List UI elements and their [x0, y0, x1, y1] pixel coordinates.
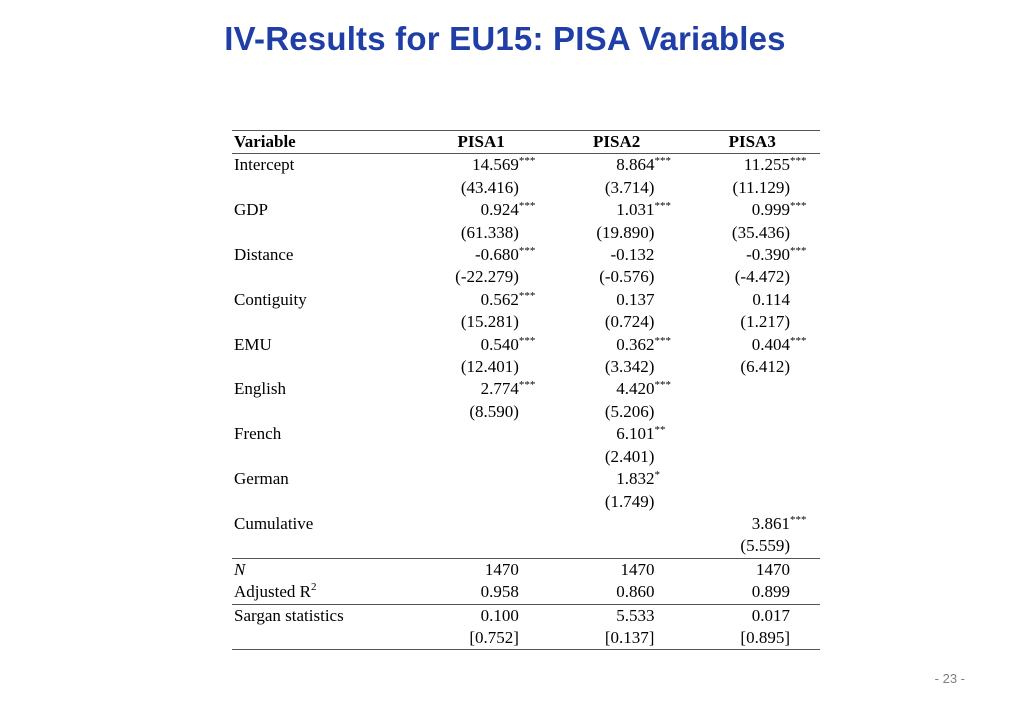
- standard-error-value: (-22.279): [455, 267, 519, 287]
- coefficient-value: 6.101: [616, 424, 655, 444]
- significance-stars: ***: [518, 289, 536, 302]
- variable-label: Intercept: [232, 154, 413, 177]
- standard-error-cell: [413, 446, 549, 468]
- standard-error-value: (5.206): [604, 401, 655, 421]
- sargan-value: 5.533: [549, 604, 685, 627]
- standard-error-value: (2.401): [604, 446, 655, 466]
- standard-error-value: (35.436): [731, 222, 790, 242]
- coefficient-cell: [413, 423, 549, 445]
- coefficient-cell: [684, 199, 820, 221]
- adjusted-r2-row: [232, 581, 820, 604]
- standard-error-value: (0.724): [604, 312, 655, 332]
- coefficient-value: 0.562: [480, 289, 519, 309]
- sargan-pvalue: [0.752]: [413, 627, 549, 650]
- coefficient-cell: [684, 289, 820, 311]
- standard-error-value: (19.890): [596, 222, 655, 242]
- coefficient-value: 3.861: [751, 513, 790, 533]
- coefficient-row: [232, 334, 820, 356]
- coefficient-value: 0.924: [480, 200, 519, 220]
- variable-label: Distance: [234, 245, 294, 265]
- coefficient-value: 0.404: [751, 334, 790, 354]
- significance-stars: ***: [790, 245, 807, 258]
- significance-stars: ***: [654, 379, 671, 392]
- coefficient-value: 0.137: [616, 289, 655, 309]
- coefficient-cell: [413, 468, 549, 490]
- standard-error-row: [232, 311, 820, 333]
- coefficient-cell: [549, 154, 685, 177]
- standard-error-cell: [549, 446, 685, 468]
- standard-error-value: (3.342): [604, 357, 655, 377]
- standard-error-cell: [413, 222, 549, 244]
- coefficient-cell: [413, 378, 549, 400]
- standard-error-cell: [684, 356, 820, 378]
- coefficient-cell: [413, 199, 549, 221]
- standard-error-value: (11.129): [732, 177, 790, 197]
- variable-label: German: [234, 469, 289, 489]
- coefficient-value: 8.864: [616, 155, 655, 175]
- significance-stars: ***: [518, 379, 536, 392]
- table-header-row: [232, 131, 820, 154]
- standard-error-cell: [413, 177, 549, 199]
- coefficient-value: -0.132: [610, 245, 655, 265]
- n-value: 1470: [684, 558, 820, 581]
- coefficients-body: [232, 154, 820, 558]
- standard-error-value: (5.559): [740, 536, 790, 556]
- sargan-label: Sargan statistics: [232, 604, 413, 627]
- variable-label: Contiguity: [234, 289, 307, 309]
- standard-error-value: (61.338): [460, 222, 519, 242]
- coefficient-cell: [684, 423, 820, 445]
- variable-label: English: [234, 379, 286, 399]
- standard-error-cell: [549, 266, 685, 288]
- coefficient-row: [232, 199, 820, 221]
- coefficient-row: [232, 423, 820, 445]
- standard-error-row: [232, 401, 820, 423]
- standard-error-cell: [413, 311, 549, 333]
- coefficient-value: 1.832: [616, 469, 655, 489]
- coefficient-cell: [549, 423, 685, 445]
- variable-label: Cumulative: [234, 513, 314, 533]
- adjusted-r2-value: 0.899: [751, 582, 790, 602]
- blank-label: [232, 535, 413, 558]
- standard-error-cell: [413, 491, 549, 513]
- standard-error-row: [232, 491, 820, 513]
- standard-error-row: [232, 266, 820, 288]
- coefficient-value: 1.031: [616, 200, 655, 220]
- significance-stars: ***: [654, 334, 671, 347]
- standard-error-cell: [684, 535, 820, 558]
- coefficient-value: -0.680: [474, 245, 519, 265]
- blank-label: [232, 222, 413, 244]
- coefficient-cell: [684, 334, 820, 356]
- sargan-value: 0.100: [413, 604, 549, 627]
- header-pisa2: PISA2: [549, 131, 685, 154]
- standard-error-value: (15.281): [460, 312, 519, 332]
- standard-error-cell: [684, 491, 820, 513]
- standard-error-cell: [549, 356, 685, 378]
- blank-label: [232, 177, 413, 199]
- coefficient-value: 11.255: [743, 155, 790, 175]
- regression-results-table: [232, 130, 820, 650]
- significance-stars: ***: [654, 200, 671, 213]
- variable-label: GDP: [234, 200, 269, 220]
- slide-title: IV-Results for EU15: PISA Variables: [224, 20, 786, 57]
- n-row: [232, 558, 820, 581]
- coefficient-value: 0.540: [480, 334, 519, 354]
- coefficient-row: [232, 468, 820, 490]
- sargan-row: [232, 604, 820, 627]
- significance-stars: ***: [790, 334, 807, 347]
- adjusted-r2-value: 0.860: [616, 582, 655, 602]
- coefficient-cell: [549, 199, 685, 221]
- coefficient-cell: [413, 513, 549, 535]
- header-pisa1: PISA1: [413, 131, 549, 154]
- summary-body: [232, 558, 820, 650]
- coefficient-cell: [549, 468, 685, 490]
- significance-stars: *: [654, 469, 660, 482]
- significance-stars: ***: [518, 155, 536, 168]
- significance-stars: ***: [518, 334, 536, 347]
- significance-stars: ***: [790, 513, 807, 526]
- blank-label: [232, 356, 413, 378]
- coefficient-value: -0.390: [746, 245, 790, 265]
- standard-error-cell: [549, 535, 685, 558]
- standard-error-row: [232, 356, 820, 378]
- header-pisa3: PISA3: [684, 131, 820, 154]
- n-value: 1470: [549, 558, 685, 581]
- standard-error-cell: [413, 356, 549, 378]
- standard-error-row: [232, 222, 820, 244]
- significance-stars: ***: [518, 245, 536, 258]
- coefficient-value: 2.774: [480, 379, 519, 399]
- significance-stars: ***: [654, 155, 671, 168]
- standard-error-value: (-4.472): [734, 267, 790, 287]
- significance-stars: ***: [790, 200, 807, 213]
- n-value: 1470: [413, 558, 549, 581]
- coefficient-value: 0.114: [752, 289, 790, 309]
- coefficient-row: [232, 513, 820, 535]
- blank-label: [232, 491, 413, 513]
- standard-error-cell: [549, 401, 685, 423]
- coefficient-row: [232, 244, 820, 266]
- page-number: - 23 -: [934, 671, 965, 686]
- variable-label: French: [234, 424, 282, 444]
- coefficient-value: 14.569: [472, 155, 519, 175]
- standard-error-value: (1.217): [740, 312, 790, 332]
- significance-stars: **: [654, 424, 666, 437]
- coefficient-row: [232, 378, 820, 400]
- coefficient-value: 0.999: [751, 200, 790, 220]
- coefficient-cell: [413, 289, 549, 311]
- standard-error-cell: [684, 177, 820, 199]
- standard-error-cell: [684, 266, 820, 288]
- coefficient-cell: [684, 513, 820, 535]
- standard-error-cell: [549, 177, 685, 199]
- adjusted-r2-value: 0.958: [480, 582, 519, 602]
- coefficient-cell: [549, 244, 685, 266]
- n-label: N: [232, 558, 413, 581]
- standard-error-cell: [413, 266, 549, 288]
- blank-label: [232, 311, 413, 333]
- coefficient-cell: [549, 378, 685, 400]
- sargan-pvalue: [0.137]: [549, 627, 685, 650]
- variable-label: EMU: [234, 334, 272, 354]
- coefficient-cell: [549, 334, 685, 356]
- standard-error-value: (12.401): [460, 357, 519, 377]
- coefficient-cell: [549, 289, 685, 311]
- sargan-pvalue-row: [232, 627, 820, 650]
- coefficient-cell: [684, 468, 820, 490]
- coefficient-cell: [684, 244, 820, 266]
- standard-error-cell: [684, 311, 820, 333]
- standard-error-cell: [684, 222, 820, 244]
- standard-error-row: [232, 177, 820, 199]
- coefficient-row: [232, 289, 820, 311]
- standard-error-cell: [413, 535, 549, 558]
- standard-error-value: (6.412): [740, 357, 790, 377]
- adjusted-r2-label: Adjusted $R^2$: [234, 581, 317, 602]
- standard-error-cell: [549, 311, 685, 333]
- significance-stars: ***: [790, 155, 807, 168]
- blank-label: [232, 401, 413, 423]
- coefficient-cell: [549, 513, 685, 535]
- standard-error-row: [232, 535, 820, 558]
- blank-label: [232, 446, 413, 468]
- coefficient-cell: [413, 244, 549, 266]
- header-variable: Variable: [232, 131, 413, 154]
- blank-label: [232, 266, 413, 288]
- standard-error-value: (8.590): [469, 401, 519, 421]
- significance-stars: ***: [518, 200, 536, 213]
- standard-error-cell: [549, 491, 685, 513]
- standard-error-cell: [684, 446, 820, 468]
- coefficient-cell: [413, 154, 549, 177]
- coefficient-row: [232, 154, 820, 177]
- standard-error-value: (43.416): [460, 177, 519, 197]
- standard-error-cell: [684, 401, 820, 423]
- standard-error-cell: [549, 222, 685, 244]
- sargan-pvalue: [0.895]: [684, 627, 820, 650]
- sargan-pvalue-label: [232, 627, 413, 650]
- sargan-value: 0.017: [684, 604, 820, 627]
- coefficient-cell: [684, 378, 820, 400]
- standard-error-value: (3.714): [604, 177, 655, 197]
- coefficient-value: 0.362: [616, 334, 655, 354]
- standard-error-value: (1.749): [604, 491, 655, 511]
- coefficient-cell: [684, 154, 820, 177]
- coefficient-cell: [413, 334, 549, 356]
- coefficient-value: 4.420: [616, 379, 655, 399]
- standard-error-value: (-0.576): [599, 267, 655, 287]
- standard-error-row: [232, 446, 820, 468]
- standard-error-cell: [413, 401, 549, 423]
